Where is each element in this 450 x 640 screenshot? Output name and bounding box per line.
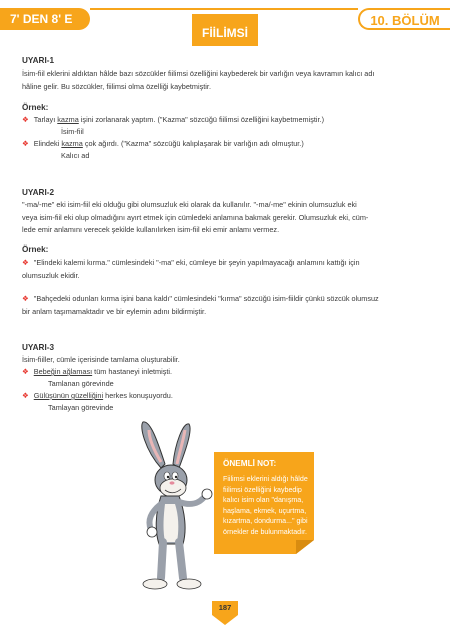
uyari3-example-1: ❖ Bebeğin ağlaması tüm hastaneyi inletmişti.	[22, 367, 173, 376]
page-number: 187	[212, 601, 238, 615]
uyari3-example-1-note: Tamlanan görevinde	[48, 379, 114, 388]
bullet-icon: ❖	[22, 391, 29, 400]
uyari3-paragraph: İsim-fiiller, cümle içerisinde tamlama oluşturabilir.	[22, 355, 180, 364]
uyari2-paragraph: "-ma/-me" eki isim-fiil eki olduğu gibi olumsuzluk eki olarak da kullanılır. "-ma/-me" ekinin olumsuzluk eki veya isim-fiil eki olup olmadığını ayırt etmek için cümledeki anlamına bakmak gerekir. Olumsuzluk eki, cüm- lede emir anlamını verecek şekilde kullanılırken isim-fiil eki emir anlamı vermez.	[22, 200, 369, 235]
bullet-icon: ❖	[22, 367, 29, 376]
uyari3-example-2-note: Tamlayan görevinde	[48, 403, 114, 412]
chapter-label: 10. BÖLÜM	[358, 8, 450, 30]
section-title: FİİLİMSİ	[192, 14, 258, 46]
important-note-title: ÖNEMLİ NOT:	[223, 459, 277, 468]
uyari1-example-2-note: Kalıcı ad	[61, 151, 90, 160]
bullet-icon: ❖	[22, 294, 29, 303]
header-rule	[90, 8, 358, 10]
uyari1-example-2: ❖ Elindeki kazma çok ağırdı. ("Kazma" sözcüğü kalıplaşarak bir varlığın adı olmuştur.)	[22, 139, 304, 148]
uyari3-title: UYARI-3	[22, 343, 55, 352]
uyari2-title: UYARI-2	[22, 188, 55, 197]
bullet-icon: ❖	[22, 258, 29, 267]
bullet-icon: ❖	[22, 139, 29, 148]
uyari1-title: UYARI-1	[22, 56, 55, 65]
chapter-range-label: 7' DEN 8' E	[0, 8, 90, 30]
important-note-text: Fiilimsi eklerini aldığı hâlde fiilimsi özelliğini kaybedip kalıcı isim olan "danışma, haşlama, ekmek, uçurtma, kızartma, dondurma..." gibi örnekler de bulunmaktadır.	[223, 475, 308, 536]
uyari2-example-2: ❖ "Bahçedeki odunları kırma işini bana kaldı" cümlesindeki "kırma" sözcüğü isim-fiildir çünkü sözcük olumsuz bir anlam taşımamaktadır ve bir eylemin adını bildirmiştir.	[22, 294, 379, 316]
uyari1-paragraph: İsim-fiil eklerini aldıktan hâlde bazı sözcükler fiilimsi özelliğini kaybederek bir varlığın veya kavramın kalıcı adı hâline gelir. Bu sözcükler, fiilimsi olma özelliği kaybetmiştir.	[22, 69, 375, 91]
page-number-tab	[212, 615, 238, 627]
uyari2-example-label: Örnek:	[22, 245, 49, 254]
bullet-icon: ❖	[22, 115, 29, 124]
uyari1-example-label: Örnek:	[22, 103, 49, 112]
uyari1-example-1-note: İsim-fiil	[61, 127, 84, 136]
uyari2-example-1: ❖ "Elindeki kalemi kırma." cümlesindeki "-ma" eki, cümleye bir şeyin yapılmayacağı anlamını kattığı için olumsuzluk ekidir.	[22, 258, 360, 280]
uyari1-example-1: ❖ Tarlayı kazma işini zorlanarak yaptım. ("Kazma" sözcüğü fiilimsi özelliğini kaybetmemiştir.)	[22, 115, 325, 124]
uyari3-example-2: ❖ Gülüşünün güzelliğini herkes konuşuyordu.	[22, 391, 173, 400]
note-folded-corner	[296, 540, 314, 554]
rabbit-illustration	[125, 420, 220, 600]
